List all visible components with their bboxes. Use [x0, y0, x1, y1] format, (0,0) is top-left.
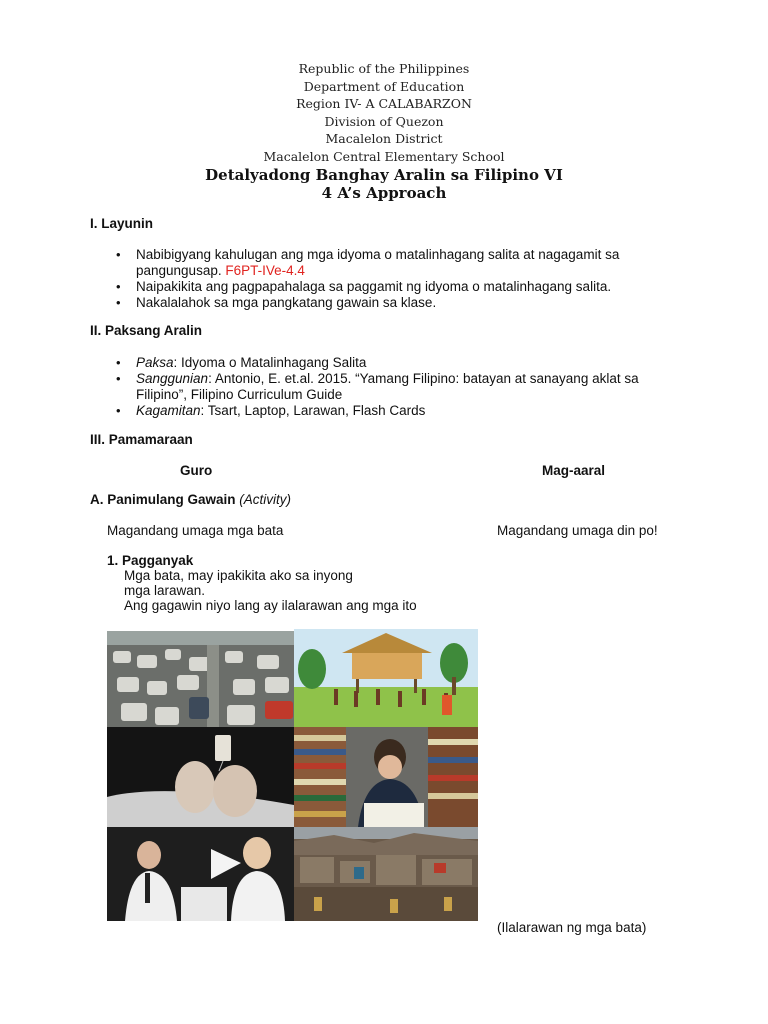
step-title-pagganyak: 1. Pagganyak [107, 553, 194, 568]
toe-tag-illustration [107, 727, 294, 827]
school-header [0, 60, 768, 166]
section-heading-paksang-aralin: II. Paksang Aralin [90, 323, 203, 338]
section-heading-pamamaraan: III. Pamamaraan [90, 432, 193, 447]
student-books-illustration [294, 727, 478, 827]
bullet: • [116, 403, 121, 418]
header-line: Republic of the Philippines [298, 61, 470, 76]
title-line-1: Detalyadong Banghay Aralin sa Filipino VI [205, 166, 563, 184]
column-header-mag-aaral: Mag-aaral [542, 463, 606, 478]
teacher-instruction: Mga bata, may ipakikita ako sa inyong [124, 568, 353, 583]
megaphone-illustration [107, 827, 294, 921]
slum-houses-illustration [294, 827, 478, 921]
bullet: • [116, 279, 121, 294]
bayanihan-house-photo [294, 629, 478, 727]
subject-matter-item: Paksa: Idyoma o Matalinhagang Salita [136, 355, 367, 370]
header-line: Region IV- A CALABARZON [296, 96, 472, 112]
megaphone-argument-photo [107, 827, 294, 921]
student-response: (Ilalarawan ng mga bata) [497, 920, 647, 935]
student-books-photo [294, 727, 478, 827]
slum-houses-photo [294, 827, 478, 921]
title-line-2: 4 A’s Approach [321, 184, 447, 202]
bullet: • [116, 355, 121, 370]
subsection-heading: A. Panimulang Gawain (Activity) [90, 492, 292, 507]
traffic-jam-illustration [107, 631, 294, 727]
header-line: Division of Quezon [324, 113, 444, 129]
toe-tag-feet-photo [107, 727, 294, 827]
bullet: • [116, 371, 121, 386]
bullet: • [116, 295, 121, 310]
bayanihan-illustration [294, 629, 478, 727]
header-line: Department of Education [303, 78, 465, 94]
objective-item: Naipakikita ang pagpapahalaga sa paggamit ng idyoma o matalinhagang salita. [136, 279, 612, 294]
traffic-jam-photo [107, 631, 294, 727]
header-line: Macalelon District [325, 131, 443, 147]
objective-item: Nabibigyang kahulugan ang mga idyoma o matalinhagang salita at nagagamit sa pangungusap. F6PT-IVe-4.4 [136, 247, 620, 278]
header-line: Macalelon Central Elementary School [263, 148, 505, 164]
document-title [0, 166, 768, 202]
teacher-instruction: Ang gagawin niyo lang ay ilalarawan ang mga ito [124, 598, 417, 613]
competency-code: F6PT-IVe-4.4 [225, 263, 305, 278]
objective-item: Nakalalahok sa mga pangkatang gawain sa klase. [136, 295, 437, 310]
teacher-instruction: mga larawan. [124, 583, 206, 598]
subject-matter-item: Sanggunian: Antonio, E. et.al. 2015. “Yamang Filipino: batayan at sanayang aklat sa Filipino”, Filipino Curriculum Guide [136, 371, 639, 402]
column-header-guro: Guro [180, 463, 213, 478]
student-greeting: Magandang umaga din po! [497, 523, 658, 538]
section-heading-layunin: I. Layunin [90, 216, 154, 231]
teacher-greeting: Magandang umaga mga bata [107, 523, 284, 538]
subject-matter-item: Kagamitan: Tsart, Laptop, Larawan, Flash Cards [136, 403, 426, 418]
bullet: • [116, 247, 121, 262]
